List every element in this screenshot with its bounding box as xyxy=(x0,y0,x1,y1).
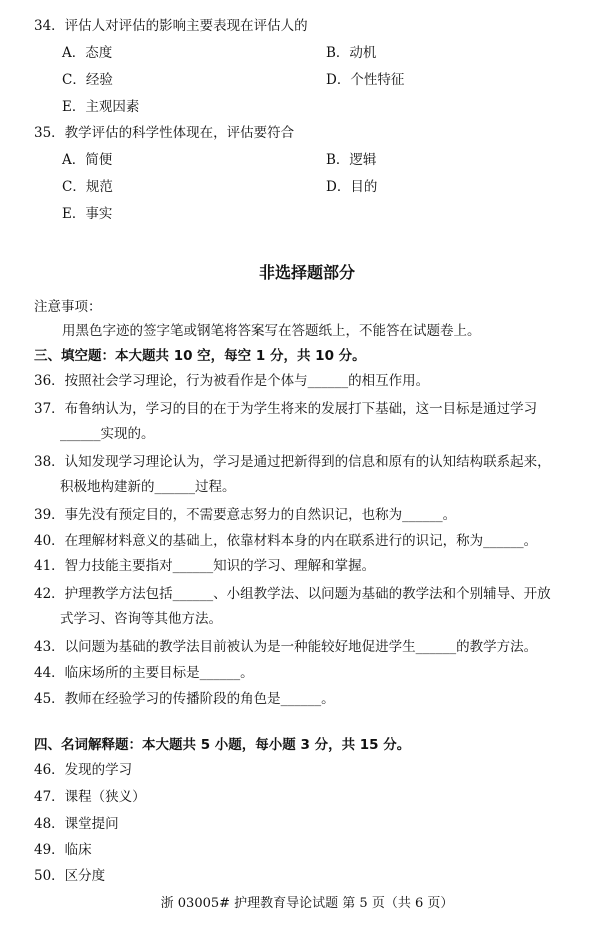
question-35-option-d: D．目的 xyxy=(326,179,378,195)
question-35-option-b: B．逻辑 xyxy=(326,152,377,168)
question-34-stem: 34．评估人对评估的影响主要表现在评估人的 xyxy=(34,18,308,34)
question-34-option-d: D．个性特征 xyxy=(326,72,405,88)
section-title: 非选择题部分 xyxy=(258,263,355,282)
page-footer: 浙 03005# 护理教育导论试题 第 5 页（共 6 页） xyxy=(160,896,454,911)
question-45: 45．教师在经验学习的传播阶段的角色是______。 xyxy=(34,691,335,707)
question-49: 49．临床 xyxy=(34,842,92,858)
question-34-option-e: E．主观因素 xyxy=(62,99,140,115)
question-37-line1: 37．布鲁纳认为，学习的目的在于为学生将来的发展打下基础，这一目标是通过学习 xyxy=(34,401,538,417)
notice-body: 用黑色字迹的签字笔或钢笔将答案写在答题纸上，不能答在试题卷上。 xyxy=(62,323,481,339)
question-34-option-c: C．经验 xyxy=(62,72,113,88)
question-37-line2: ______实现的。 xyxy=(60,426,155,442)
question-50: 50．区分度 xyxy=(34,868,106,884)
question-44: 44．临床场所的主要目标是______。 xyxy=(34,665,254,681)
question-43: 43．以问题为基础的教学法目前被认为是一种能较好地促进学生______的教学方法。 xyxy=(34,639,538,655)
question-35-option-c: C．规范 xyxy=(62,179,113,195)
question-36: 36．按照社会学习理论，行为被看作是个体与______的相互作用。 xyxy=(34,373,430,389)
question-34-option-b: B．动机 xyxy=(326,45,377,61)
question-38-line2: 积极地构建新的______过程。 xyxy=(60,479,236,495)
question-39: 39．事先没有预定目的，不需要意志努力的自然识记，也称为______。 xyxy=(34,507,457,523)
question-42-line2: 式学习、咨询等其他方法。 xyxy=(60,611,222,627)
question-42-line1: 42．护理教学方法包括______、小组教学法、以问题为基础的教学法和个别辅导、开放 xyxy=(34,586,551,602)
question-35-option-a: A．简便 xyxy=(62,152,113,168)
question-46: 46．发现的学习 xyxy=(34,762,133,778)
question-41: 41．智力技能主要指对______知识的学习、理解和掌握。 xyxy=(34,558,376,574)
part4-heading: 四、名词解释题：本大题共 5 小题，每小题 3 分，共 15 分。 xyxy=(34,737,411,753)
question-35-stem: 35．教学评估的科学性体现在，评估要符合 xyxy=(34,125,295,141)
question-40: 40．在理解材料意义的基础上，依靠材料本身的内在联系进行的识记，称为______。 xyxy=(34,533,538,549)
notice-label: 注意事项： xyxy=(34,299,102,315)
question-35-option-e: E．事实 xyxy=(62,206,113,222)
question-38-line1: 38．认知发现学习理论认为，学习是通过把新得到的信息和原有的认知结构联系起来， xyxy=(34,454,551,470)
question-48: 48．课堂提问 xyxy=(34,816,119,832)
question-34-option-a: A．态度 xyxy=(62,45,113,61)
part3-heading: 三、填空题：本大题共 10 空，每空 1 分，共 10 分。 xyxy=(34,348,366,364)
question-47: 47．课程（狭义） xyxy=(34,789,146,805)
